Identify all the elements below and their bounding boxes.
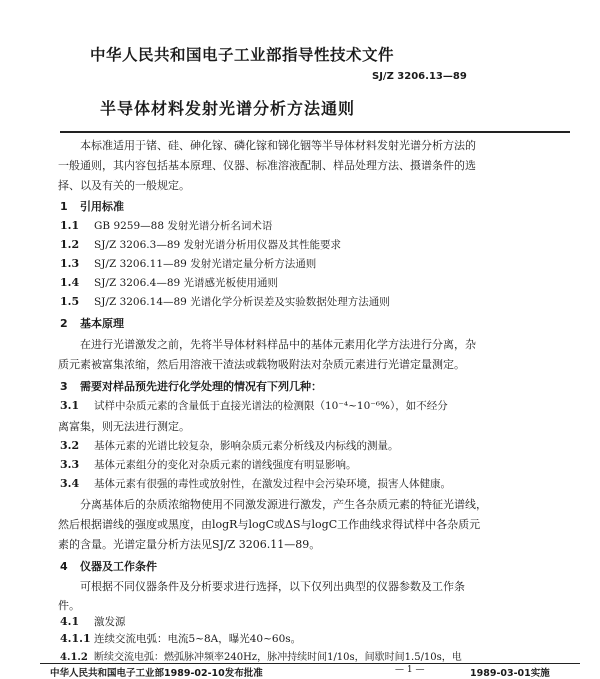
case-item-num: 3.4 bbox=[60, 477, 80, 490]
intro-line-2: 一般通则，其内容包括基本原理、仪器、标准溶液配制、样品处理方法、摄谱条件的选 bbox=[58, 159, 476, 172]
ref-item bbox=[60, 294, 390, 309]
ref-item bbox=[60, 218, 272, 233]
section-1-heading bbox=[60, 198, 124, 214]
approval-note: 中华人民共和国电子工业部1989-02-10发布批准 bbox=[50, 668, 263, 679]
case-item bbox=[60, 438, 399, 453]
case-item-num: 3.1 bbox=[60, 399, 80, 412]
org-title: 中华人民共和国电子工业部指导性技术文件 bbox=[90, 46, 395, 64]
section-3-para-line-1: 分离基体后的杂质浓缩物使用不同激发源进行激发，产生各杂质元素的特征光谱线， bbox=[80, 498, 487, 511]
section-2-num: 2 bbox=[60, 317, 68, 330]
section-4-heading bbox=[60, 558, 157, 574]
section-4-num: 4 bbox=[60, 560, 68, 573]
effective-date: 1989-03-01实施 bbox=[470, 668, 550, 679]
section-3-para-line-2: 然后根据谱线的强度或黑度，由logR与logC或ΔS与logC工作曲线求得试样中各杂质元 bbox=[58, 518, 481, 531]
doc-code: SJ/Z 3206.13—89 bbox=[372, 71, 467, 82]
page-number: — 1 — bbox=[395, 665, 425, 675]
section-2-line-2: 质元素被富集浓缩，然后用溶液干渣法或载物吸附法对杂质元素进行光谱定量测定。 bbox=[58, 358, 465, 371]
section-3-num: 3 bbox=[60, 380, 68, 393]
case-item bbox=[60, 398, 448, 413]
ref-item-num: 1.4 bbox=[60, 276, 80, 289]
ref-item-text: SJ/Z 3206.11—89 发射光谱定量分析方法通则 bbox=[94, 258, 317, 270]
ref-item-num: 1.2 bbox=[60, 238, 80, 251]
condition-item-num: 4.1.2 bbox=[60, 652, 88, 663]
ref-item-text: SJ/Z 3206.3—89 发射光谱分析用仪器及其性能要求 bbox=[94, 239, 342, 251]
ref-item-text: SJ/Z 3206.14—89 光谱化学分析误差及实验数据处理方法通则 bbox=[94, 296, 390, 308]
ref-item-text: SJ/Z 3206.4—89 光谱感光板使用通则 bbox=[94, 277, 279, 289]
case-item-text: 试样中杂质元素的含量低于直接光谱法的检测限（10⁻⁴~10⁻⁶%），如不经分 bbox=[94, 400, 448, 412]
section-4-title: 仪器及工作条件 bbox=[80, 560, 157, 573]
ref-item-num: 1.3 bbox=[60, 257, 80, 270]
section-4-line-2: 件。 bbox=[58, 599, 80, 612]
case-item-text: 基体元素组分的变化对杂质元素的谱线强度有明显影响。 bbox=[94, 459, 357, 471]
ref-item-num: 1.1 bbox=[60, 219, 80, 232]
section-2-heading bbox=[60, 315, 124, 331]
doc-title: 半导体材料发射光谱分析方法通则 bbox=[100, 99, 356, 118]
section-3-title: 需要对样品预先进行化学处理的情况有下列几种： bbox=[80, 380, 322, 393]
ref-item-text: GB 9259—88 发射光谱分析名词术语 bbox=[94, 220, 273, 232]
condition-item bbox=[60, 648, 462, 663]
condition-item-text: 连续交流电弧：电流5~8A，曝光40~60s。 bbox=[94, 633, 302, 645]
ref-item-num: 1.5 bbox=[60, 295, 80, 308]
ref-item bbox=[60, 275, 278, 290]
header-rule bbox=[60, 131, 570, 133]
condition-item bbox=[60, 631, 301, 646]
case-item-text: 基体元素的光谱比较复杂，影响杂质元素分析线及内标线的测量。 bbox=[94, 440, 399, 452]
subsection-num: 4.1 bbox=[60, 615, 80, 628]
section-1-title: 引用标准 bbox=[80, 200, 124, 213]
case-item-continuation: 离富集，则无法进行测定。 bbox=[58, 420, 190, 433]
case-item-num: 3.3 bbox=[60, 458, 80, 471]
section-4-line-1: 可根据不同仪器条件及分析要求进行选择，以下仅列出典型的仪器参数及工作条 bbox=[80, 580, 465, 593]
condition-item-num: 4.1.1 bbox=[60, 632, 91, 645]
section-2-title: 基本原理 bbox=[80, 317, 124, 330]
section-3-heading bbox=[60, 378, 322, 394]
condition-item-text: 断续交流电弧：燃弧脉冲频率240Hz，脉冲持续时间1/10s，间歇时间1.5/10s，电 bbox=[94, 652, 462, 663]
ref-item bbox=[60, 256, 316, 271]
case-item-text: 基体元素有很强的毒性或放射性，在激发过程中会污染环境，损害人体健康。 bbox=[94, 478, 451, 490]
section-2-line-1: 在进行光谱激发之前，先将半导体材料样品中的基体元素用化学方法进行分离，杂 bbox=[80, 338, 476, 351]
case-item bbox=[60, 457, 357, 472]
section-3-para-line-3: 素的含量。光谱定量分析方法见SJ/Z 3206.11—89。 bbox=[58, 538, 321, 551]
section-1-num: 1 bbox=[60, 200, 68, 213]
case-item bbox=[60, 476, 451, 491]
ref-item bbox=[60, 237, 341, 252]
subsection-4-1 bbox=[60, 614, 126, 629]
footer-rule bbox=[40, 663, 580, 664]
subsection-title: 激发源 bbox=[94, 616, 126, 628]
intro-line-3: 择、以及有关的一般规定。 bbox=[58, 179, 190, 192]
case-item-num: 3.2 bbox=[60, 439, 80, 452]
intro-line-1: 本标准适用于锗、硅、砷化镓、磷化镓和锑化铟等半导体材料发射光谱分析方法的 bbox=[80, 139, 476, 152]
